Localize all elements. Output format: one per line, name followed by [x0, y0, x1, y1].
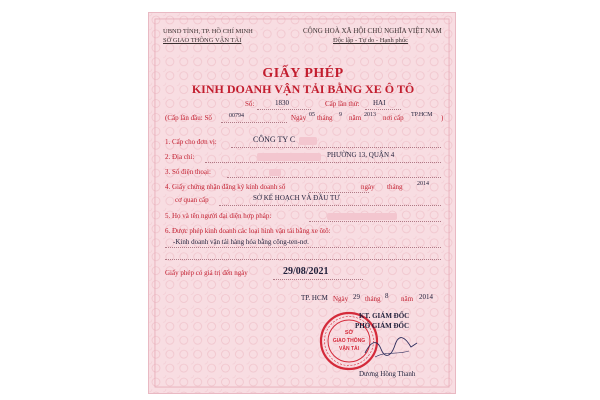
noi-cap-label: nơi cấp	[383, 114, 404, 122]
field4-dotline	[309, 192, 369, 193]
sign-kt: KT. GIÁM ĐỐC	[359, 312, 410, 320]
field6-dotline	[165, 259, 441, 260]
redaction-mark	[327, 213, 397, 220]
nam-value: 2013	[364, 112, 376, 118]
signer-name: Dương Hồng Thanh	[359, 370, 416, 378]
agency-line1: UBND TỈNH, TP. HỒ CHÍ MINH	[163, 28, 253, 35]
validity-dotline	[273, 279, 363, 280]
sign-nam-label: năm	[401, 295, 414, 303]
validity-date: 29/08/2021	[283, 266, 329, 277]
cap-lan-dotline	[365, 109, 401, 110]
agency-line2: SỞ GIAO THÔNG VẬN TẢI	[163, 37, 242, 44]
field5-dotline	[309, 221, 441, 222]
thang-value: 9	[339, 112, 342, 118]
field1-label: 1. Cấp cho đơn vị:	[165, 138, 217, 146]
field2-label: 2. Địa chỉ:	[165, 153, 195, 161]
license-document	[148, 12, 456, 394]
so-dotline	[257, 109, 311, 110]
redaction-mark	[299, 137, 317, 145]
field4-ngay: ngày	[361, 183, 375, 191]
thang-label: tháng	[317, 114, 333, 122]
field2-dotline	[205, 162, 441, 163]
sign-nam-value: 2014	[419, 293, 433, 301]
close-paren: )	[441, 114, 444, 122]
sign-ngay-label: Ngày	[333, 295, 349, 303]
country-motto: Độc lập - Tự do - Hạnh phúc	[333, 37, 409, 44]
ngay-label: Ngày	[291, 114, 307, 122]
field6-value: -Kinh doanh vận tải hàng hóa bằng công-ten-nơ.	[173, 238, 309, 246]
field6-label: 6. Được phép kinh doanh các loại hình vận tải bằng xe ôtô:	[165, 227, 331, 235]
field5-label: 5. Họ và tên người đại diện hợp pháp:	[165, 212, 272, 220]
field2-value: PHƯỜNG 13, QUẬN 4	[327, 151, 395, 159]
sign-thang-label: tháng	[365, 295, 381, 303]
handwritten-signature	[361, 331, 421, 361]
so-value: 1830	[275, 99, 289, 107]
redaction-mark	[257, 153, 321, 161]
field3-label: 3. Số điện thoại:	[165, 168, 211, 176]
field4-year: 2014	[417, 181, 429, 187]
field4-label: 4. Giấy chứng nhận đăng ký kinh doanh số	[165, 183, 286, 191]
sign-place: TP. HCM	[301, 294, 328, 302]
sign-pho: PHÓ GIÁM ĐỐC	[355, 322, 410, 330]
sign-thang-value: 8	[385, 292, 389, 300]
so-label: Số:	[245, 100, 255, 108]
nam-label: năm	[349, 114, 362, 122]
field4-coquan-label: cơ quan cấp	[175, 196, 209, 204]
cap-dau-so: 00794	[229, 113, 244, 119]
field4-coquan-value: SỞ KẾ HOẠCH VÀ ĐẦU TƯ	[253, 194, 340, 202]
country-name: CỘNG HOÀ XÃ HỘI CHỦ NGHĨA VIỆT NAM	[303, 27, 442, 35]
cap-dau-dotline	[221, 122, 287, 123]
seal-text-3: VẬN TẢI	[339, 346, 359, 352]
title-main: GIẤY PHÉP	[262, 66, 344, 81]
seal-text-1: SỞ	[344, 330, 354, 336]
redaction-mark	[269, 169, 281, 176]
field6-dotline	[165, 247, 441, 248]
field1-dotline	[231, 147, 441, 148]
noi-cap-value: TP.HCM	[411, 112, 433, 118]
cap-lan-label: Cấp lần thứ:	[325, 100, 360, 108]
seal-text-2: GIAO THÔNG	[332, 338, 366, 344]
ngay-value: 05	[309, 112, 315, 118]
field4-coquan-dotline	[219, 205, 441, 206]
field4-thang: tháng	[387, 183, 403, 191]
cap-lan-value: HAI	[373, 99, 386, 107]
sign-ngay-value: 29	[353, 293, 360, 301]
field3-dotline	[227, 177, 441, 178]
field1-value: CÔNG TY C	[253, 135, 296, 144]
cap-dau-label: (Cấp lần đầu: Số	[165, 114, 212, 122]
title-sub: KINH DOANH VẬN TẢI BẰNG XE Ô TÔ	[191, 82, 415, 96]
validity-label: Giấy phép có giá trị đến ngày	[165, 269, 248, 277]
